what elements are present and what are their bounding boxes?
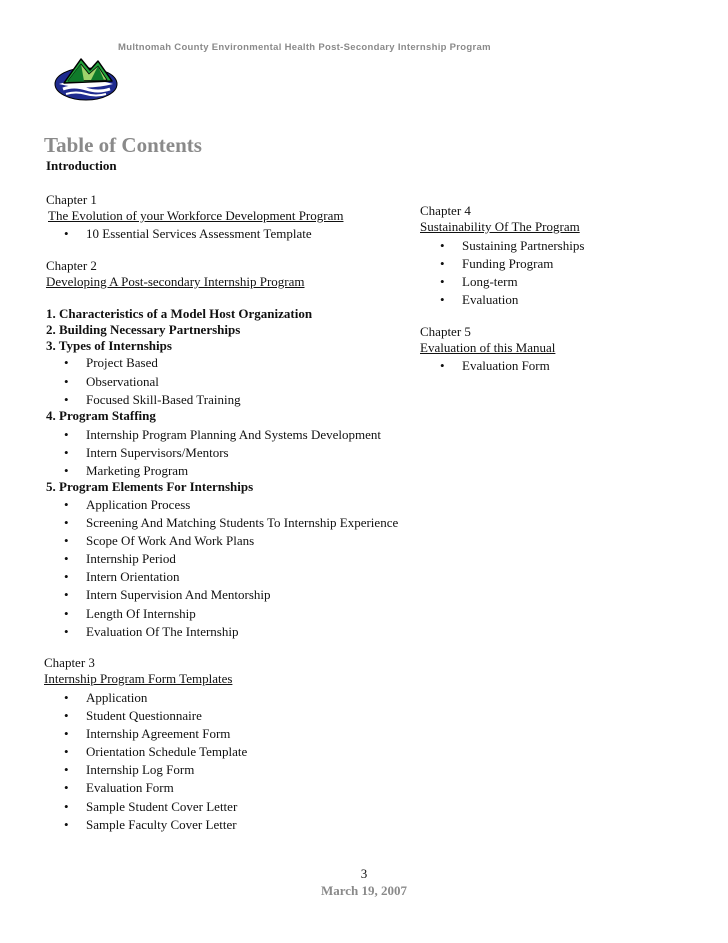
chapter-4-bullet-item: • Long-term [462,274,518,290]
section-5-bullet-item: • Evaluation Of The Internship [86,624,238,640]
chapter-3-label: Chapter 3 [44,655,95,670]
chapter-5-label: Chapter 5 [420,324,471,339]
chapter-3-bullet-item: • Internship Agreement Form [86,726,230,742]
chapter-3-bullet-item: • Orientation Schedule Template [86,744,247,760]
section-3-bullet-item: • Project Based [86,355,158,371]
section-3-bullet-item: • Observational [86,374,159,390]
chapter-2-section-2: 2. Building Necessary Partnerships [46,322,241,337]
chapter-4-bullet-item: • Sustaining Partnerships [462,238,584,254]
chapter-3-title: Internship Program Form Templates [44,671,233,686]
chapter-2-section-1: 1. Characteristics of a Model Host Organization [46,306,313,321]
introduction-entry: Introduction [46,158,117,173]
chapter-3-bullet-item: • Application [86,690,147,706]
chapter-2-section-3: 3. Types of Internships [46,338,172,353]
section-4-bullet-item: • Marketing Program [86,463,188,479]
section-5-bullet-item: • Application Process [86,497,190,513]
chapter-1-title: The Evolution of your Workforce Development Program [48,208,344,223]
chapter-1-label: Chapter 1 [46,192,97,207]
section-3-bullet-item: • Focused Skill-Based Training [86,392,241,408]
chapter-4-bullet-item: • Funding Program [462,256,553,272]
chapter-4-title: Sustainability Of The Program [420,219,580,234]
section-4-bullet-item: • Internship Program Planning And Systems Development [86,427,381,443]
chapter-1-bullet-item: • 10 Essential Services Assessment Template [86,226,312,242]
chapter-2-section-4: 4. Program Staffing [46,408,156,423]
section-4-bullet-item: • Intern Supervisors/Mentors [86,445,229,461]
section-5-bullet-item: • Scope Of Work And Work Plans [86,533,254,549]
section-5-bullet-item: • Intern Supervision And Mentorship [86,587,271,603]
chapter-2-section-5: 5. Program Elements For Internships [46,479,254,494]
program-header-title: Multnomah County Environmental Health Post-Secondary Internship Program [118,42,491,53]
mountain-river-logo-icon [52,46,120,104]
section-5-bullet-item: • Length Of Internship [86,606,196,622]
chapter-3-bullet-item: • Sample Faculty Cover Letter [86,817,237,833]
table-of-contents-title: Table of Contents [44,133,202,157]
chapter-3-bullet-item: • Evaluation Form [86,780,174,796]
chapter-3-bullet-item: • Sample Student Cover Letter [86,799,237,815]
chapter-2-title: Developing A Post-secondary Internship Program [46,274,305,289]
chapter-2-label: Chapter 2 [46,258,97,273]
footer-date: March 19, 2007 [320,883,408,898]
section-5-bullet-item [86,515,411,531]
chapter-3-bullet-item: • Internship Log Form [86,762,194,778]
chapter-5-title: Evaluation of this Manual [420,340,556,355]
section-5-bullet-item: • Intern Orientation [86,569,180,585]
chapter-5-bullet-item: • Evaluation Form [462,358,550,374]
section-5-bullet-text: • Screening And Matching Students To Internship Experience [86,515,399,530]
chapter-4-label: Chapter 4 [420,203,471,218]
chapter-3-bullet-item: • Student Questionnaire [86,708,202,724]
page-number: 3 [360,866,368,881]
chapter-4-bullet-item: • Evaluation [462,292,518,308]
section-5-bullet-item: • Internship Period [86,551,176,567]
